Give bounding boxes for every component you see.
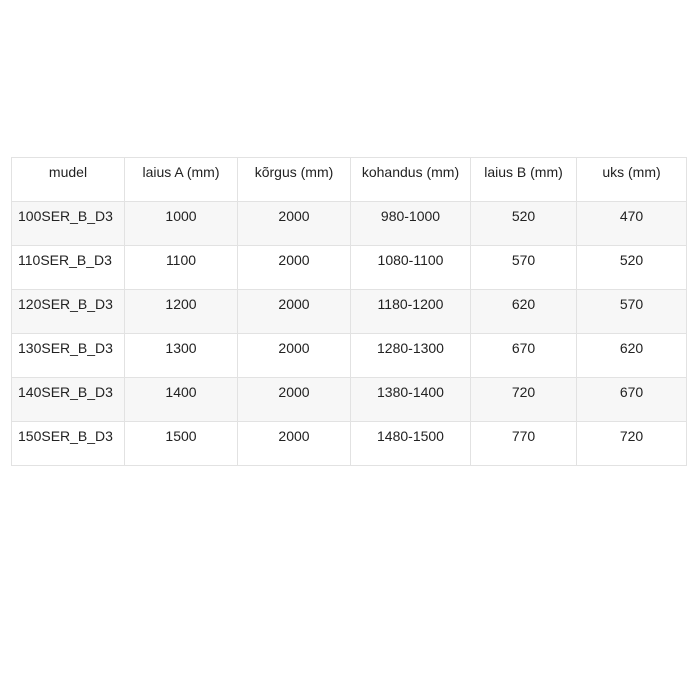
cell-width-a: 1000 xyxy=(125,202,238,246)
cell-door: 570 xyxy=(577,290,687,334)
cell-door: 520 xyxy=(577,246,687,290)
cell-width-b: 570 xyxy=(471,246,577,290)
cell-model: 110SER_B_D3 xyxy=(12,246,125,290)
cell-adjustment: 1480-1500 xyxy=(351,422,471,466)
header-door: uks (mm) xyxy=(577,158,687,202)
cell-width-a: 1200 xyxy=(125,290,238,334)
cell-door: 620 xyxy=(577,334,687,378)
cell-model: 140SER_B_D3 xyxy=(12,378,125,422)
header-width-a: laius A (mm) xyxy=(125,158,238,202)
cell-width-b: 620 xyxy=(471,290,577,334)
cell-height: 2000 xyxy=(238,422,351,466)
cell-height: 2000 xyxy=(238,378,351,422)
cell-width-a: 1100 xyxy=(125,246,238,290)
cell-height: 2000 xyxy=(238,290,351,334)
cell-adjustment: 1180-1200 xyxy=(351,290,471,334)
cell-height: 2000 xyxy=(238,334,351,378)
spec-table xyxy=(11,157,687,466)
cell-width-a: 1400 xyxy=(125,378,238,422)
cell-width-b: 720 xyxy=(471,378,577,422)
header-height: kõrgus (mm) xyxy=(238,158,351,202)
cell-door: 670 xyxy=(577,378,687,422)
header-model: mudel xyxy=(12,158,125,202)
cell-door: 720 xyxy=(577,422,687,466)
table-row xyxy=(12,290,687,334)
cell-adjustment: 1280-1300 xyxy=(351,334,471,378)
cell-width-a: 1300 xyxy=(125,334,238,378)
cell-width-b: 520 xyxy=(471,202,577,246)
header-adjustment: kohandus (mm) xyxy=(351,158,471,202)
cell-adjustment: 1380-1400 xyxy=(351,378,471,422)
cell-model: 100SER_B_D3 xyxy=(12,202,125,246)
cell-width-b: 670 xyxy=(471,334,577,378)
cell-adjustment: 1080-1100 xyxy=(351,246,471,290)
cell-model: 120SER_B_D3 xyxy=(12,290,125,334)
header-width-b: laius B (mm) xyxy=(471,158,577,202)
table-row xyxy=(12,202,687,246)
table-row xyxy=(12,378,687,422)
cell-adjustment: 980-1000 xyxy=(351,202,471,246)
cell-width-b: 770 xyxy=(471,422,577,466)
cell-height: 2000 xyxy=(238,246,351,290)
table-row xyxy=(12,246,687,290)
cell-height: 2000 xyxy=(238,202,351,246)
cell-width-a: 1500 xyxy=(125,422,238,466)
table-header-row xyxy=(12,158,687,202)
table-row xyxy=(12,422,687,466)
table-row xyxy=(12,334,687,378)
cell-door: 470 xyxy=(577,202,687,246)
cell-model: 150SER_B_D3 xyxy=(12,422,125,466)
cell-model: 130SER_B_D3 xyxy=(12,334,125,378)
